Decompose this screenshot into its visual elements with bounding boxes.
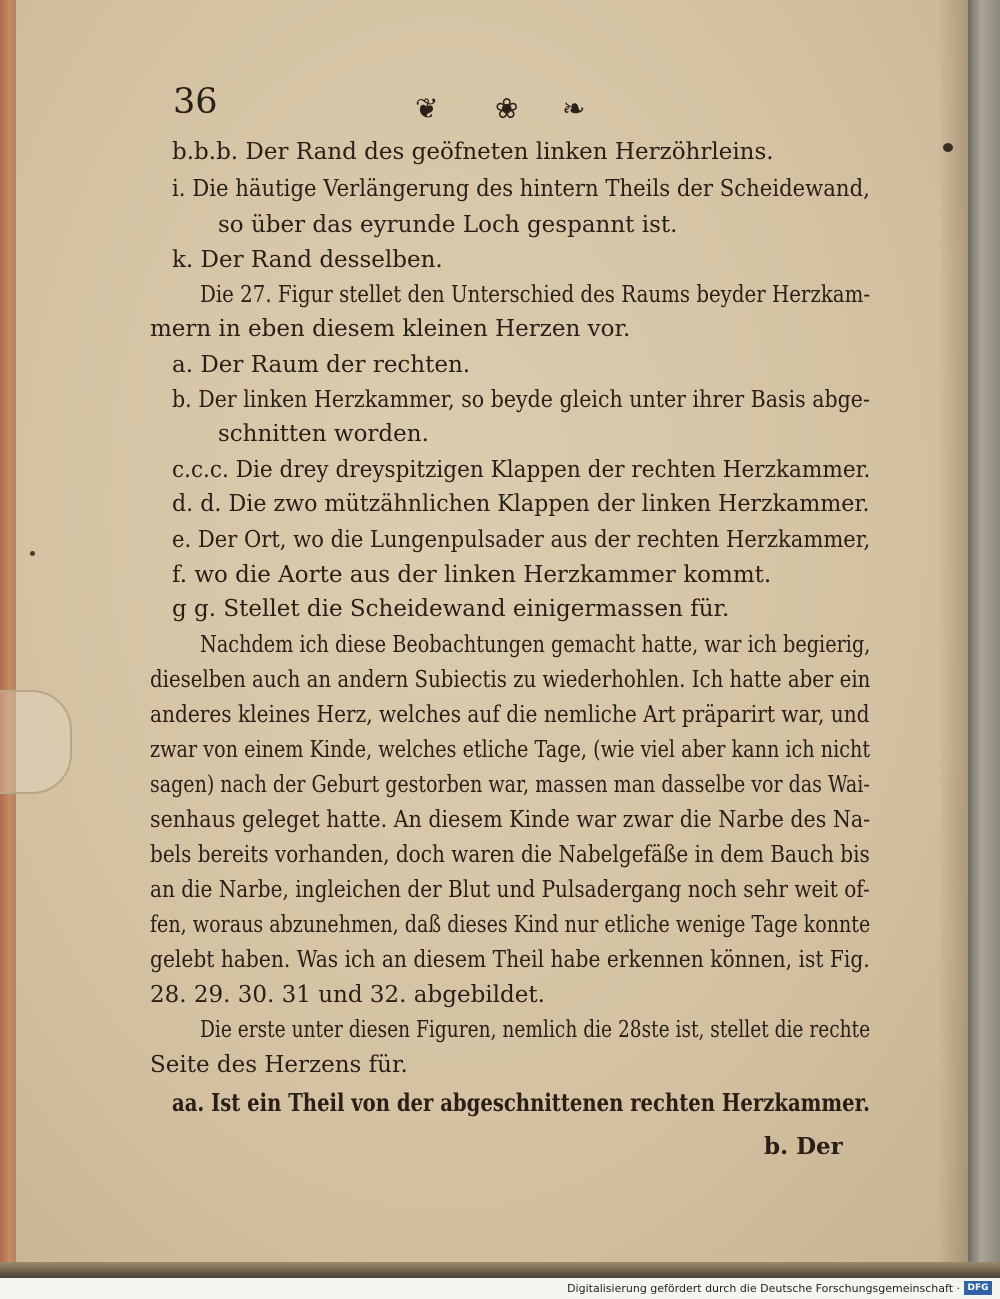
text-line: an die Narbe, ingleichen der Blut und Pulsadergang noch sehr weit of- — [150, 877, 870, 903]
text-line: a. Der Raum der rechten. — [172, 352, 471, 378]
text-line: Nachdem ich diese Beobachtungen gemacht hatte, war ich begierig, — [200, 632, 871, 658]
text-line: c.c.c. Die drey dreyspitzigen Klappen der rechten Herzkammer. — [172, 457, 871, 483]
text-line: dieselben auch an andern Subiectis zu wiederhohlen. Ich hatte aber ein — [150, 667, 871, 693]
text-line: b.b.b. Der Rand des geöfneten linken Herzöhrleins. — [172, 139, 774, 165]
text-line: aa. Ist ein Theil von der abgeschnittenen rechten Herzkammer. — [172, 1088, 871, 1117]
text-line: g g. Stellet die Scheidewand einigermassen für. — [172, 596, 730, 622]
text-line: sagen) nach der Geburt gestorben war, massen man dasselbe vor das Wai- — [150, 772, 870, 798]
text-line: senhaus geleget hatte. An diesem Kinde war zwar die Narbe des Na- — [150, 807, 871, 833]
ornament-center-icon: ❀ — [495, 92, 519, 125]
text-line: anderes kleines Herz, welches auf die nemliche Art präparirt war, und — [150, 702, 870, 728]
text-line: Seite des Herzens für. — [150, 1052, 408, 1078]
text-line: Die 27. Figur stellet den Unterschied des Raums beyder Herzkam- — [200, 282, 871, 308]
text-line: so über das eyrunde Loch gespannt ist. — [218, 212, 678, 238]
text-line: zwar von einem Kinde, welches etliche Tage, (wie viel aber kann ich nicht — [150, 737, 871, 763]
text-line: f. wo die Aorte aus der linken Herzkammer kommt. — [172, 562, 772, 588]
text-line: mern in eben diesem kleinen Herzen vor. — [150, 316, 631, 342]
book-cover-edge — [968, 0, 1000, 1278]
page-bottom-edge — [0, 1262, 1000, 1278]
text-line: schnitten worden. — [218, 421, 429, 447]
catchword: b. Der — [764, 1133, 843, 1160]
ornament-right-icon: ❧ — [562, 92, 586, 125]
text-line: bels bereits vorhanden, doch waren die Nabelgefäße in dem Bauch bis — [150, 842, 870, 868]
text-line: 28. 29. 30. 31 und 32. abgebildet. — [150, 982, 545, 1008]
text-line: fen, woraus abzunehmen, daß dieses Kind nur etliche wenige Tage konnte — [150, 912, 871, 938]
text-line: b. Der linken Herzkammer, so beyde gleich unter ihrer Basis abge- — [172, 387, 870, 413]
digitization-footer — [0, 1278, 1000, 1299]
text-line: k. Der Rand desselben. — [172, 247, 443, 273]
text-line: e. Der Ort, wo die Lungenpulsader aus der rechten Herzkammer, — [172, 527, 871, 553]
text-line: d. d. Die zwo mützähnlichen Klappen der linken Herzkammer. — [172, 491, 870, 517]
text-line: i. Die häutige Verlängerung des hintern Theils der Scheidewand, — [172, 176, 870, 202]
ornament-left-icon: ❦ — [415, 92, 439, 125]
dfg-logo-icon: DFG — [964, 1281, 992, 1295]
page-number: 36 — [173, 82, 218, 122]
text-line: gelebt haben. Was ich an diesem Theil habe erkennen können, ist Fig. — [150, 947, 870, 973]
text-line: Die erste unter diesen Figuren, nemlich die 28ste ist, stellet die rechte — [200, 1017, 871, 1043]
funding-credit: Digitalisierung gefördert durch die Deutsche Forschungsgemeinschaft · — [567, 1282, 960, 1295]
